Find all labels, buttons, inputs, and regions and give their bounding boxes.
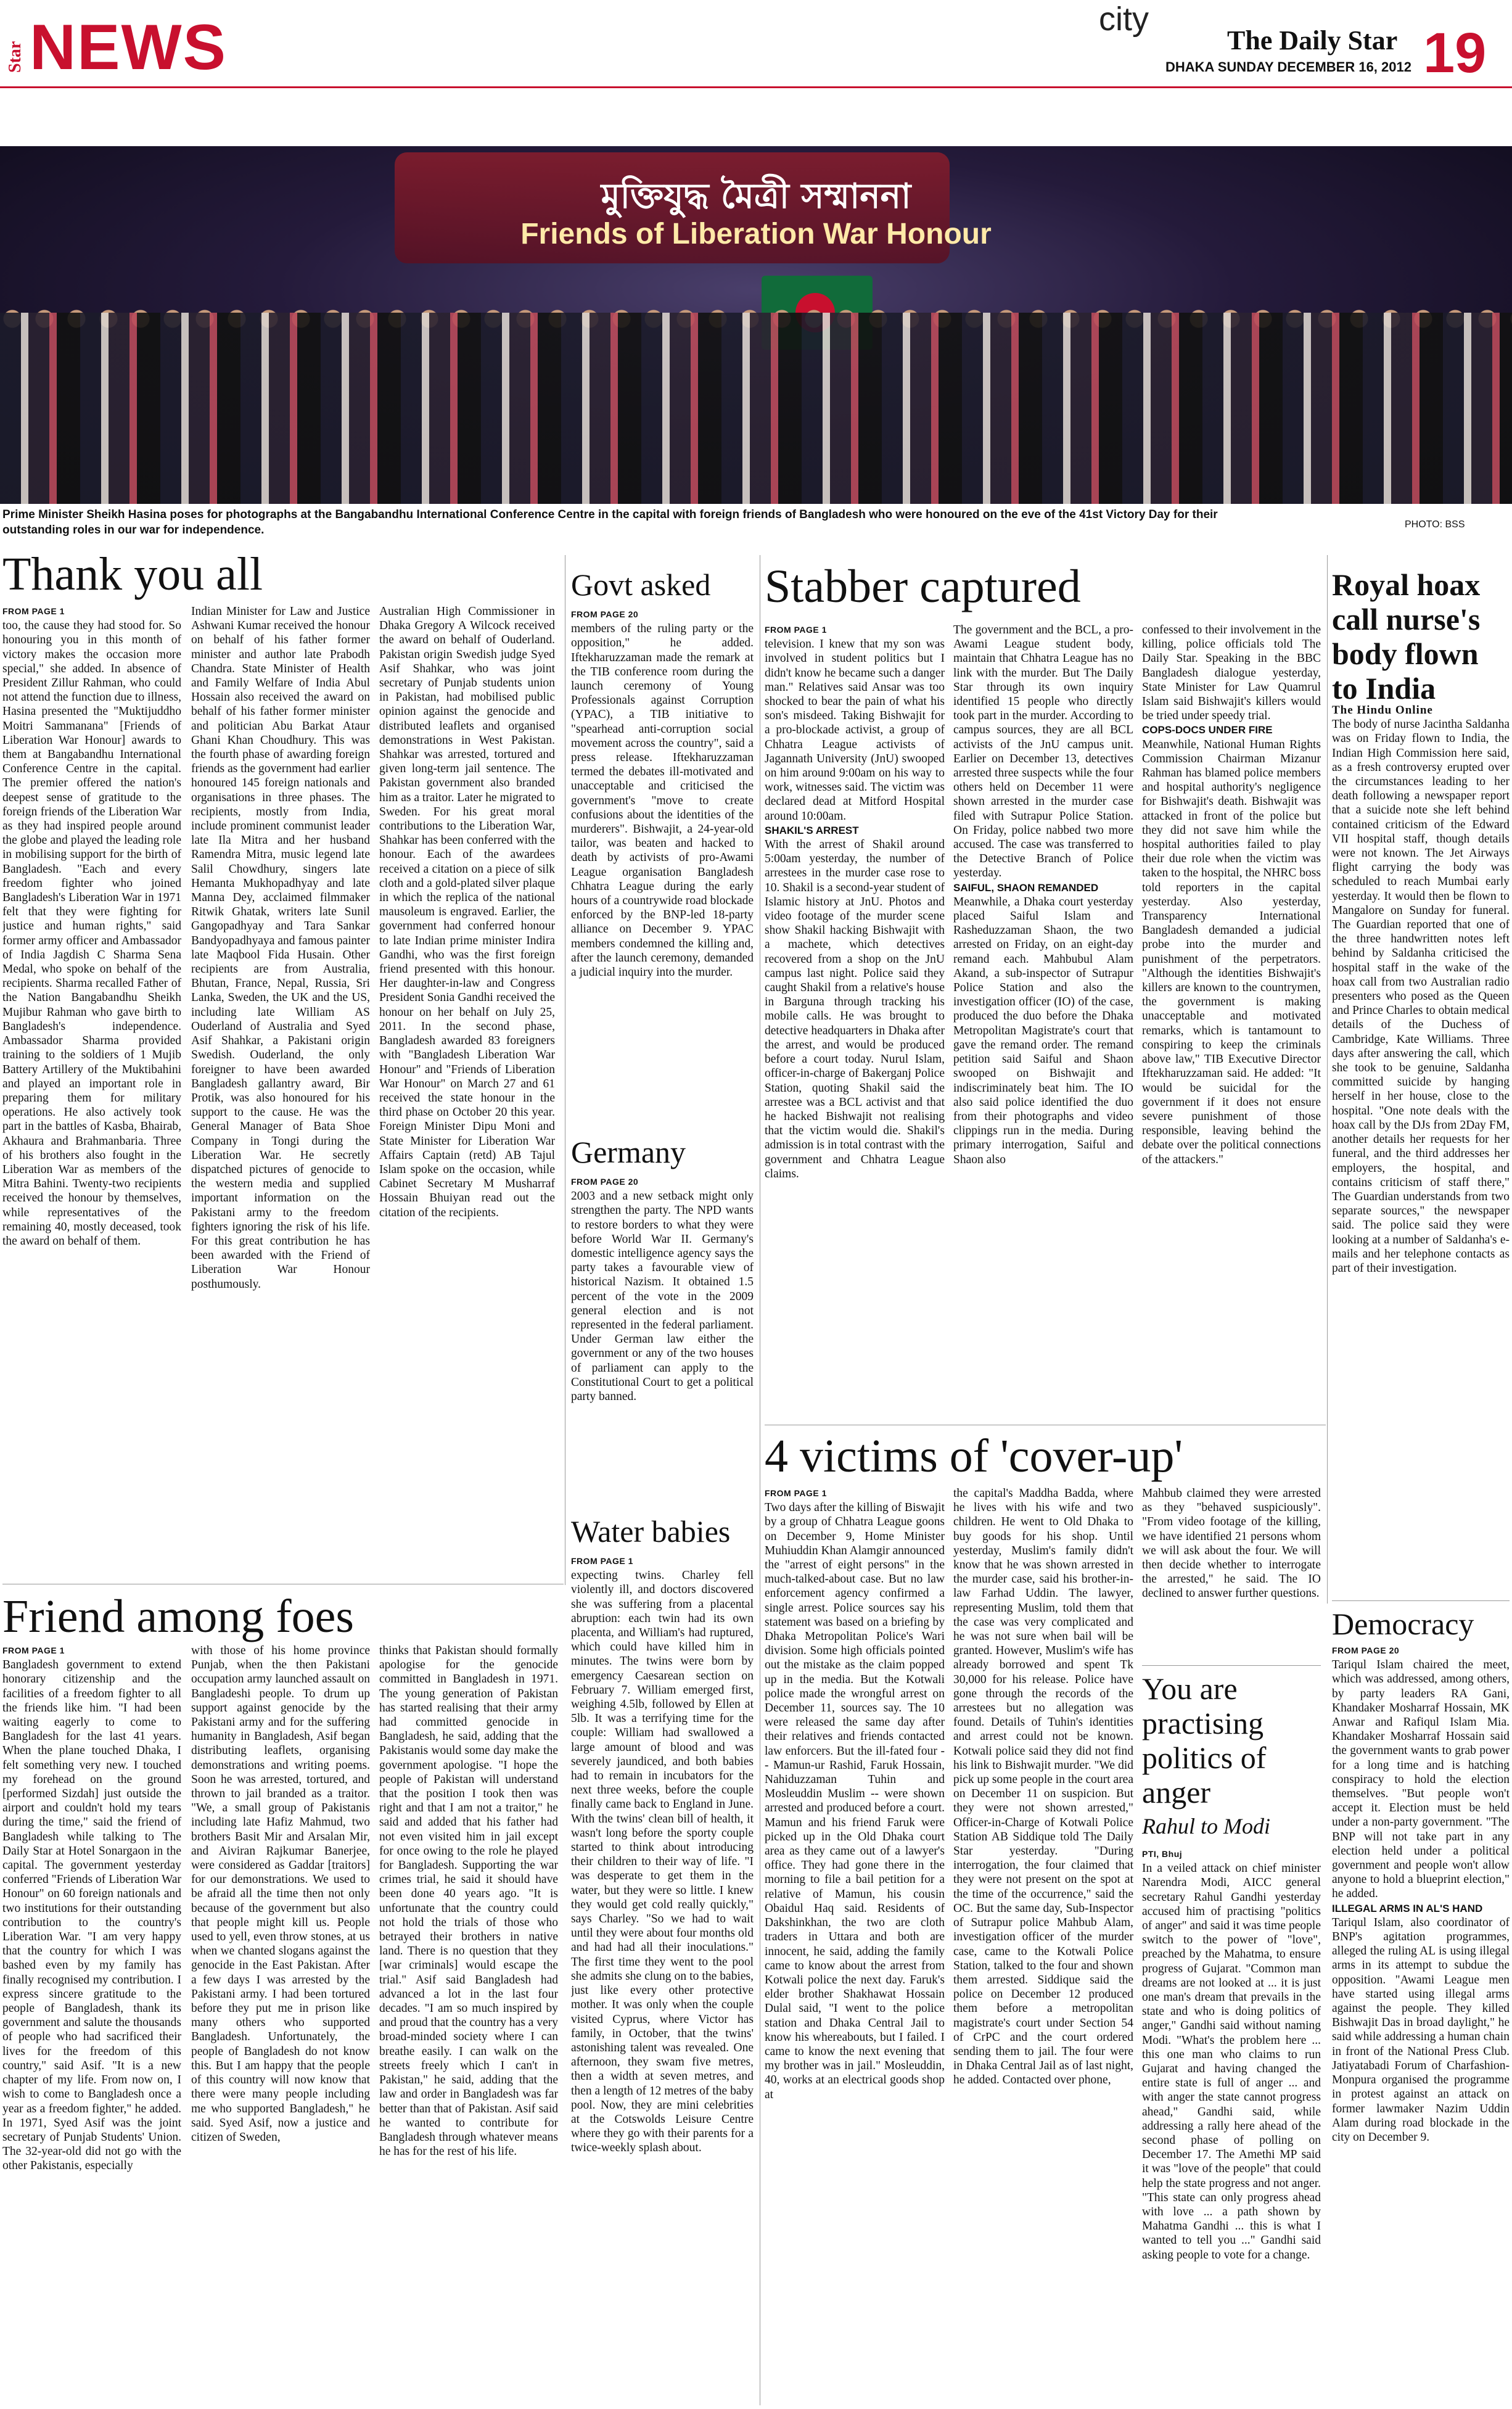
subhead: COPS-DOCS UNDER FIRE bbox=[1142, 724, 1273, 736]
dateline-source: PTI, Bhuj bbox=[1142, 1849, 1183, 1859]
article-victims-col3 bbox=[1142, 1486, 1321, 1665]
article-royal-hoax bbox=[1332, 703, 1510, 1591]
article-text: Tariqul Islam chaired the meet, which was addressed, among others, by party leaders RA Gani, Khandaker Mosharraf Hossain, MK Anwar and Rafiqul Islam Mia. Khandaker Mosharraf Hossain said the government wants to grab power for a long time and is hatching conspiracy to hold the election themselves. "But people won't accept it. Election must be held under a non-party government. "The BNP will not take part in any election held under a political government and people won't allow anyone to hold a blueprint election," he added. bbox=[1332, 1658, 1510, 1901]
paper-name: The Daily Star bbox=[1227, 25, 1398, 56]
kicker: FROM PAGE 20 bbox=[1332, 1645, 1400, 1655]
article-text: The government and the BCL, a pro-Awami League student body, maintain that Chhatra League has no link with the murder. But The Daily Star through its own inquiry identified 15 people who directly took part in the murder. According to campus sources, they are all BCL activists of the JnU campus unit. Earlier on December 13, detectives arrested three suspects while the four others held on December 11 were shown arrested in the murder case filed with Sutrapur Police Station. On Friday, police nabbed two more accused. The case was transferred to the Detective Branch of Police yesterday. bbox=[953, 624, 1133, 880]
article-text: The body of nurse Jacintha Saldanha was on Friday flown to India, the Indian High Commission here said, as a fresh controversy erupted over the circumstances leading to her death following a newspaper report that a suicide note she left behind contained criticism of the Edward VII hospital staff, though details were not known. The Jet Airways flight carrying the body was scheduled to reach Mumbai early yesterday. It would then be flown to Mangalore on Sunday for funeral. The Guardian reported that one of the three handwritten notes left behind by Saldanha criticised the hospital staff in the wake of the hoax call from two Australian radio presenters who posed as the Queen and Prince Charles to obtain medical details of the Duchess of Cambridge, Kate Williams. Three days after answering the call, which she took to be genuine, Saldanha committed suicide by hanging herself in her house, close to the hospital. "One note deals with the hoax call by the DJs from 2Day FM, another details her requests for her funeral, and the third addresses her employers, the hospital, and contains criticism of staff there," The Guardian understands from two separate sources," the newspaper said. The police said they were looking at a number of Saldanha's e-mails and her telephone contacts as part of their investigation. bbox=[1332, 718, 1510, 1275]
headline-germany: Germany bbox=[571, 1135, 686, 1169]
byline: Rahul to Modi bbox=[1142, 1814, 1270, 1839]
crowd bbox=[0, 313, 1512, 504]
article-thank-you-col1 bbox=[2, 604, 181, 1554]
article-water-babies bbox=[571, 1554, 754, 2405]
article-stabber-col3 bbox=[1142, 623, 1321, 1419]
subhead: ILLEGAL ARMS IN AL'S HAND bbox=[1332, 1902, 1483, 1914]
article-text: with those of his home province Punjab, when the then Pakistani occupation army launched assault on Bangladeshi people. To drum up support against genocide by the Pakistani army and for the suffering humanity in Bangladesh, Asif began distributing leaflets, organising demonstrations and writing poems. Soon he was arrested, tortured, and thrown to jail branded as a traitor. "We, a small group of Pakistanis including late Hafiz Mahmud, two brothers Basit Mir and Arsalan Mir, and Aiviran Rajkumar Banerjee, were considered as Gaddar [traitors] for our demonstrations. We used to be afraid all the time then not only because of the government but also that people might kill us. People used to yell, even throw stones, at us when we chanted slogans against the genocide in the East Pakistan. After a few days I was arrested by the Pakistani army. I had been tortured before they put me in prison like many others who supported Bangladesh. Unfortunately, the people of Bangladesh do not know this. But I am happy that the people of this country will now know that there were many people including me who supported Bangladesh," he said. Syed Asif, now a justice and citizen of Sweden, bbox=[191, 1644, 370, 2144]
article-text: 2003 and a new setback might only strengthen the party. The NPD wants to restore borders to what they were before World War II. Germany's domestic intelligence agency says the party takes a favourable view of historical Nazism. It obtained 1.5 percent of the vote in the 2009 general election and is not represented in the federal parliament. Under German law either the government or any of the two houses of parliament can apply to the Constitutional Court to get a political party banned. bbox=[571, 1190, 754, 1404]
headline-four-victims: 4 victims of 'cover-up' bbox=[765, 1430, 1183, 1482]
headline-friend-among-foes: Friend among foes bbox=[2, 1591, 354, 1642]
source-line: The Hindu Online bbox=[1332, 704, 1433, 717]
banner-text-english: Friends of Liberation War Honour bbox=[520, 218, 992, 250]
headline-thank-you-all: Thank you all bbox=[2, 548, 263, 600]
subhead: SHAKIL'S ARREST bbox=[765, 824, 859, 836]
article-stabber-col1 bbox=[765, 623, 945, 1419]
article-text: television. I knew that my son was involved in student politics but I didn't know he became such a danger man." Relatives said Ansar was too shocked to bear the pain of what his son's misdeed. Taking Bishwajit for a pro-blockade activist, a group of Chhatra League activists of Jagannath University (JnU) swooped on him around 9:00am on his way to work, witnesses said. The victim was declared dead at Mitford Hospital around 10:00am. bbox=[765, 638, 945, 823]
banner-text-bengali: মুক্তিযুদ্ধ মৈত্রী সম্মাননা bbox=[601, 176, 911, 216]
kicker: FROM PAGE 1 bbox=[2, 1645, 65, 1655]
masthead-rule bbox=[0, 86, 1512, 88]
column-rule bbox=[1327, 555, 1328, 1604]
photo-caption: Prime Minister Sheikh Hasina poses for photographs at the Bangabandhu International Conference Centre in the capital with foreign friends of Bangladesh who were honoured on the eve of the 41st Victory Day for their outstanding roles in our war for independence. bbox=[2, 508, 1218, 537]
kicker: FROM PAGE 1 bbox=[2, 606, 65, 616]
article-text: the capital's Maddha Badda, where he lives with his wife and two children. He went to Old Dhaka to buy goods for his shop. Until yesterday, Muslim's family didn't know that he was shown arrested in the murder case, said his brother-in-law Farhad Uddin. The lawyer, representing Muslim, told them that the case was very complicated and he was not sure when bail will be granted. However, Muslim's wife has already borrowed and spent Tk 30,000 for his release. Police have gone through the records of the arrestees but no allegation was found. Details of Tuhin's identities and arrest could not be known. Kotwali police said they did not find his link to Bishwajit murder. "We did pick up some people in the court area on December 11 on suspicion. But they were not shown arrested," Officer-in-Charge of Kotwali Police Station AB Siddique told The Daily Star yesterday. "During interrogation, the four claimed that they were not present on the spot at the time of the occurrence," said the OC. But the same day, Sub-Inspector of Sutrapur police Mahbub Alam, investigation officer of the murder case, came to the Kotwali Police Station, talked to the four and shown them arrested. Siddique said the police on December 12 produced them before a metropolitan magistrate's court under Section 54 of CrPC and the court ordered sending them to jail. The four were in Dhaka Central Jail as of last night, he added. Contacted over phone, bbox=[953, 1487, 1133, 2087]
dateline: DHAKA SUNDAY DECEMBER 16, 2012 bbox=[1165, 59, 1411, 75]
article-text: Australian High Commissioner in Dhaka Gregory A Wilcock received the award on behalf of Ouderland. Pakistan origin Swedish judge Syed Asif Shahkar, who was joint secretary of Punjab students union in Pakistan, had mobilised public opinion against the genocide and distributed leaflets and organised demonstrations in West Pakistan. Shahkar was arrested, tortured and given long-term jail sentence. The Pakistan government also branded him as a traitor. Later he migrated to Sweden. For his great moral contributions to the Liberation War, Shahkar has been conferred with the honour. Each of the awardees received a citation on a piece of silk cloth and a gold-plated silver plaque in which the replica of the national mausoleum is engraved. Earlier, the government had conferred honour to late Indian prime minister Indira Gandhi, who was the first foreign friend presented with this honour. Her daughter-in-law and Congress President Sonia Gandhi received the honour on her behalf on July 25, 2011. In the second phase, Bangladesh awarded 83 foreigners with "Bangladesh Liberation War Honour" and "Friends of Liberation War Honour" on March 27 and 61 received the state honour in the third phase on October 20 this year. Foreign Minister Dipu Moni and State Minister for Liberation War Affairs Captain (retd) AB Tajul Islam spoke on the occasion, while Cabinet Secretary M Musharraf Hossain Bhuiyan read out the citation of the recipients. bbox=[379, 605, 555, 1219]
article-text: Two days after the killing of Biswajit by a group of Chhatra League goons on December 9, Home Minister Muhiuddin Khan Alamgir announced the "arrest of eight persons" in the much-talked-about case. But no law enforcement agency confirmed a single arrest. Police sources say his statement was based on a briefing by Dhaka Metropolitan Police's Wari division. Some high officials pointed out the mistake as the claim popped up in the media. But the Kotwali police made the wrongful arrest on December 11, sources say. The 10 were released the same day after their relatives and friends contacted law enforcers. But the ill-fated four -- Mamun-ur Rashid, Faruk Hossain, Nahiduzzaman Tuhin and Mosleuddin Muslim -- were shown arrested and produced before a court. Mamun and his friend Faruk were picked up in the Old Dhaka court area as they came out of a lawyer's office. They had gone there in the morning to file a bail petition for a relative of Mamun, his cousin Obaidul Haq said. Residents of Dakshinkhan, the two are cloth traders in Uttara and both are innocent, he said, adding the family came to know about the arrest from Kotwali police the next day. Faruk's elder brother Shakhawat Hossain Dulal said, "I went to the police station and Dhaka Central Jail to know his whereabouts, but I failed. I came to know the next evening that my brother was in jail." Mosleuddin, 40, works at an electrical goods shop at bbox=[765, 1501, 945, 2101]
article-democracy bbox=[1332, 1644, 1510, 2405]
section-rule bbox=[1142, 1665, 1321, 1666]
article-text: Mahbub claimed they were arrested as they "behaved suspiciously". "From video footage of the killing, we have identified 21 persons whom we will ask about the four. We will then decide whether to interrogate the arrested," he said. The IO declined to answer further questions. bbox=[1142, 1487, 1321, 1600]
page-number: 19 bbox=[1423, 22, 1487, 84]
article-politics-of-anger bbox=[1142, 1847, 1321, 2405]
article-text: With the arrest of Shakil around 5:00am yesterday, the number of arrestees in the murder case rose to 10. Shakil is a second-year student of Islamic history at JnU. Photos and video footage of the murder scene show Shakil hacking Bishwajit with a machete, which detectives recovered from a shop on the JnU campus last night. Police said they caught Shakil from a relative's house in Barguna through tracking his mobile calls. He was brought to detective headquarters in Dhaka after the arrest, and would be produced before a court today. Nurul Islam, officer-in-charge of Bakerganj Police Station, quoting Shakil said the arrestee was a BCL activist and that he hacked Bishwajit not realising that the victim would die. Shakil's admission is in total contrast with the government and Chhatra League claims. bbox=[765, 838, 945, 1180]
headline-politics-of-anger: You are practising politics of anger bbox=[1142, 1671, 1267, 1810]
article-text: members of the ruling party or the opposition," he added. Iftekharuzzaman made the remark at the TIB conference room during the launch ceremony of Young Professionals against Corruption (YPAC), a TIB initiative to "spearhead anti-corruption social movement across the country", said a press release. Iftekharuzzaman termed the debates ill-motivated and unacceptable and criticised the government's "move to create confusions about the identities of the murderers". Bishwajit, a 24-year-old tailor, was beaten and hacked to death by activists of pro-Awami League organisation Bangladesh Chhatra League during the early hours of a countrywide road blockade enforced by the BNP-led 18-party alliance on December 9. YPAC members condemned the killing and, after the launch ceremony, demanded a judicial inquiry into the murder. bbox=[571, 622, 754, 979]
headline-water-babies: Water babies bbox=[571, 1514, 731, 1549]
headline-democracy: Democracy bbox=[1332, 1607, 1474, 1641]
article-text: Bangladesh government to extend honorary citizenship and the facilities of a freedom fighter to all the friends like him. "I had been waiting eagerly to come to Bangladesh for the last 41 years. When the plane touched Dhaka, I felt something very new. I touched my forehead on the ground [performed Sizdah] just outside the airport and couldn't hold my tears during the time," said the friend of Bangladesh while talking to The Daily Star at Hotel Sonargaon in the capital. The government yesterday conferred "Friends of Liberation War Honour" on 60 foreign nationals and two institutions for their outstanding contribution to the country's Liberation War. "I am very happy that the country for which I was bashed even by my family has finally recognised my contribution. I express sincere gratitude to the people of Bangladesh, thank its government and salute the thousands of people who had sacrificed their lives for the freedom of this country," said Asif. "It is a new chapter of my life. From now on, I wish to come to Bangladesh once a year as a freedom fighter," he added. In 1971, Syed Asif was the joint secretary of Punjab Students' Union. The 32-year-old did not go with the other Pakistanis, especially bbox=[2, 1658, 181, 2173]
article-text: too, the cause they had stood for. So honouring you in this month of victory makes the occasion more special," she added. In absence of President Zillur Rahman, who could not attend the function due to illness, Hasina presented the "Muktijuddho Moitri Sammanana" [Friends of Liberation War Honour] awards to them at Bangabandhu International Conference Centre in the capital. The premier offered the nation's deepest sense of gratitude to the foreign friends of the Liberation War as they had inspired people around the globe and played the leading role in mobilising support for the birth of Bangladesh. "Each and every freedom fighter who joined Bangladesh's Liberation War in 1971 felt that they were fighting for justice and human rights," said former army officer and Ambassador of India Jagdish C Sharma Sena Medal, who spoke on behalf of the recipients. Sharma recalled Father of the Nation Bangabandhu Sheikh Mujibur Rahman who gave birth to Bangladesh's independence. Ambassador Sharma provided training to the soldiers of 1 Mujib Battery Artillery of the Muktibahini and played an important role in preparing them for military operations. He also actively took part in the battles of Kasba, Bhairab, Akhaura and Brahmanbaria. Three of his brothers also fought in the Liberation War as members of the Mitra Bahini. Twenty-two recipients received the honour by themselves, while representatives of the remaining 40, mostly deceased, took the award on behalf of them. bbox=[2, 619, 181, 1248]
kicker: FROM PAGE 1 bbox=[571, 1556, 633, 1566]
article-friend-col2 bbox=[191, 1644, 370, 2405]
kicker: FROM PAGE 1 bbox=[765, 1488, 827, 1498]
kicker: FROM PAGE 20 bbox=[571, 609, 639, 619]
kicker: FROM PAGE 20 bbox=[571, 1177, 639, 1187]
article-text: confessed to their involvement in the killing, police officials told The Daily Star. Speaking in the BBC Bangladesh dialogue yesterday, State Minister for Law Quamrul Islam said Bishwajit's killers would be tried under speedy trial. bbox=[1142, 624, 1321, 723]
subhead: SAIFUL, SHAON REMANDED bbox=[953, 881, 1099, 894]
article-thank-you-col3 bbox=[379, 604, 555, 1554]
article-victims-col1 bbox=[765, 1486, 945, 2405]
headline-royal-hoax: Royal hoax call nurse's body flown to India bbox=[1332, 567, 1481, 706]
article-text: Meanwhile, a Dhaka court yesterday placed Saiful Islam and Rasheduzzaman Shaon, the two arrested on Friday, on an eight-day remand each. Mahbubul Alam Akand, a sub-inspector of Sutrapur Police Station and also the investigation officer (IO) of the case, produced the duo before the Dhaka Metropolitan Magistrate's court that gave the remand order. The remand petition said Saiful and Shaon swooped on Bishwajit and indiscriminately beat him. The IO also said police identified the duo from their photographs and video clippings run in the media. During primary interrogation, Saiful and Shaon also bbox=[953, 895, 1133, 1166]
article-text: thinks that Pakistan should formally apologise for the genocide committed in Bangladesh in 1971. The young generation of Pakistan has started realising that their army had committed genocide in Bangladesh, he said, adding that the Pakistanis would some day make the government apologise. "I hope the people of Pakistan will understand that the position I took then was right and that I am not a traitor," he said and added that his father had not even visited him in jail except for once owing to the role he played for Bangladesh. Supporting the war crimes trial, he said it should have been done 40 years ago. "It is unfortunate that the country could not hold the trials of those who betrayed their brothers in native land. There is no question that they [war criminals] would escape the trial." Asif said Bangladesh had advanced a lot in the last four decades. "I am so much inspired by and proud that the country has a very broad-minded society where I can breathe easily. I can walk on the streets freely which I can't in Pakistan," he said, adding that the law and order in Bangladesh was far better than that of Pakistan. Asif said he wanted to contribute for Bangladesh through whatever means he has for the rest of his life. bbox=[379, 1644, 558, 2159]
section-rule bbox=[1332, 1600, 1510, 1601]
article-govt-asked bbox=[571, 607, 754, 1138]
article-text: Meanwhile, National Human Rights Commission Chairman Mizanur Rahman has blamed police members and hospital authority's negligence for Bishwajit's death. Bishwajit was attacked in front of the police but they did not save him while the hospital authorities failed to play their due role when the victim was taken to the hospital, the NHRC boss told reporters in the capital yesterday. Also yesterday, Transparency International Bangladesh demanded a judicial probe into the murder and punishment of the perpetrators. "Although the identities Bishwajit's killers are known to the countrymen, the government is making unacceptable and motivated remarks, which is tantamount to conspiring to keep the criminals above law," TIB Executive Director Iftekharuzzaman said. He added: "It would be suicidal for the government if it does not ensure severe punishment of those responsible, leaving behind the debate over the political connections of the attackers." bbox=[1142, 738, 1321, 1166]
article-text: expecting twins. Charley fell violently ill, and doctors discovered she was suffering from a placental abruption: each twin had its own placenta, and William's had ruptured, which could have killed him in minutes. The twins were born by emergency Caesarean section on February 7. William emerged first, weighing 4.5lb, followed by Ellen at 5lb. It was a terrifying time for the couple: William had swallowed a large amount of blood and was severely jaundiced, and both babies had to remain in incubators for the next three weeks, before the couple finally came back to England in June. With the twins' clean bill of health, it wasn't long before the sporty couple started to think about introducing their children to their way of life. "I was desperate to get them in the water, but they were so little. I knew they would get cold really quickly," says Charley. "So we had to wait until they were about four months old and had had all their inoculations." The first time they went to the pool she admits she clung on to the babies, just like every other protective mother. It was only when the couple visited Cyprus, where Victor has family, in October, that the twins' astonishing talent was revealed. One afternoon, they swam five metres, then a width at seven metres, and then a length of 12 metres of the baby pool. Now, they are mini celebrities at the Cotswolds Leisure Centre where they go with their parents for a twice-weekly splash about. bbox=[571, 1569, 754, 2155]
section-label: city bbox=[1099, 1, 1149, 38]
article-text: Indian Minister for Law and Justice Ashwani Kumar received the honour on behalf of his father former minister and author late Prabodh Chandra. State Minister of Health and Family Welfare of India Abul Hossain also received the award on behalf of his father former minister and politician Abu Barkat Ataur Ghani Khan Choudhury. This was the fourth phase of awarding foreign friends as the government had earlier honoured 145 foreign nationals and organisations in three phases. The recipients, mostly from India, include prominent communist leader late Ila Mitra and her husband Ramendra Mitra, music legend late Salil Chowdhury, singers late Hemanta Mukhopadhyay and late Manna Dey, acclaimed filmmaker Ritwik Ghatak, writers late Sunil Gangopadhyay and Tara Sankar Bandyopadhyaya and famous painter late Maqbool Fida Husain. Other recipients are from Australia, Bhutan, France, Nepal, Russia, Sri Lanka, Sweden, the UK and the US, including late William AS Ouderland of Australia and Syed Asif Shahkar, a Pakistani origin Swedish. Ouderland, the only foreigner to have been awarded Bangladesh gallantry award, Bir Protik, was also honoured for his support to the cause. He was the General Manager of Bata Shoe Company in Tongi during the Liberation War. He secretly dispatched pictures of genocide to the western media and supplied important information on the Pakistani army to the freedom fighters ignoring the risk of his life. For this great contribution he has been awarded with the Friend of Liberation War Honour posthumously. bbox=[191, 605, 370, 1291]
article-text: In a veiled attack on chief minister Narendra Modi, AICC general secretary Rahul Gandhi yesterday accused him of practising "politics of anger" and said it was time people switch to the power of "love", preached by the Mahatma, to ensure progress of Gujarat. "Common man dreams are not looked at ... it is just one man's dream that prevails in the state and who is doing politics of anger," Gandhi said without naming Modi. "What's the problem here ... this one man who claims to run Gujarat and having changed the entire state is full of anger ... and with anger the state cannot progress ahead," Gandhi said, while addressing a rally here ahead of the second phase of polling on December 17. The Amethi MP said it was "love of the people" that could help the state progress and not anger. "This state can only progress ahead with love ... a path shown by Mahatma Gandhi ... this is what I wanted to tell you ..." Gandhi said asking people to vote for a change. bbox=[1142, 1862, 1321, 2262]
article-stabber-col2 bbox=[953, 623, 1133, 1419]
logo-star: Star bbox=[6, 41, 25, 73]
article-friend-col1 bbox=[2, 1644, 181, 2405]
article-friend-col3 bbox=[379, 1644, 558, 2405]
photo-credit: PHOTO: BSS bbox=[1405, 519, 1465, 530]
lead-photo bbox=[0, 146, 1512, 504]
masthead bbox=[0, 0, 1512, 86]
kicker: FROM PAGE 1 bbox=[765, 625, 827, 635]
article-thank-you-col2 bbox=[191, 604, 370, 1554]
section-logo: NEWS bbox=[30, 12, 227, 83]
article-text: Tariqul Islam, also coordinator of BNP's agitation programmes, alleged the ruling AL is using illegal arms in its attempt to subdue the opposition. "Awami League men have started using illegal arms against the people. They killed Bishwajit Das in broad daylight," he said while addressing a human chain in front of the National Press Club. Jatiyatabadi Forum of Charfashion-Monpura organised the programme in protest against an attack on former lawmaker Nazim Uddin Alam during road blockade in the city on December 9. bbox=[1332, 1916, 1510, 2144]
headline-govt-asked: Govt asked bbox=[571, 567, 711, 602]
headline-stabber-captured: Stabber captured bbox=[765, 561, 1081, 612]
article-victims-col2 bbox=[953, 1486, 1133, 2405]
article-germany bbox=[571, 1175, 754, 1508]
